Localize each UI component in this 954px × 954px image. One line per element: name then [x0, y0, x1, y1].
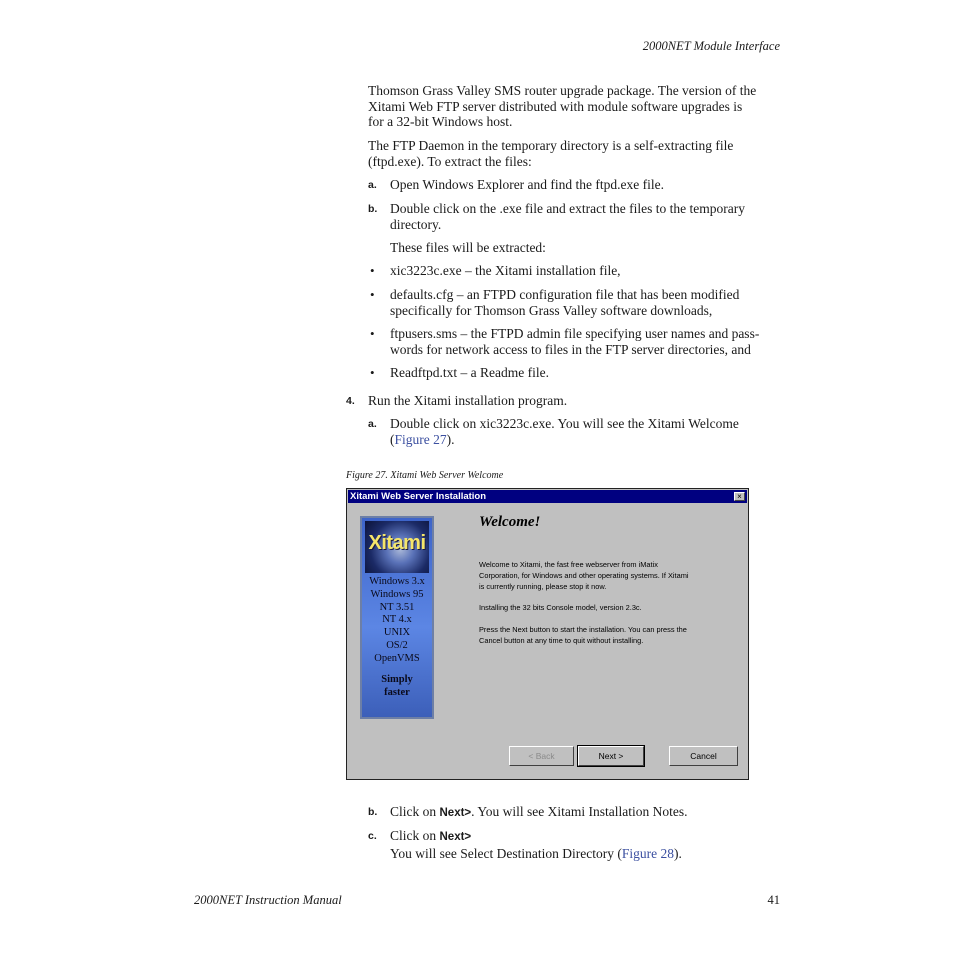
text-line: Press the Next button to start the installation. You can press the [479, 625, 687, 634]
step-label: c. [368, 830, 377, 842]
bullet-icon: • [370, 287, 375, 302]
text-run: Click on [390, 828, 440, 843]
logo-text: Xitami [368, 532, 426, 554]
text-line: specifically for Thomson Grass Valley software downloads, [390, 302, 713, 318]
os-item: NT 4.x [382, 614, 412, 626]
text-line [390, 846, 682, 862]
os-list [362, 576, 432, 666]
dialog-title-bar [348, 490, 747, 503]
welcome-heading: Welcome! [479, 514, 541, 530]
os-item: Windows 95 [370, 588, 424, 600]
text-line: Double click on xic3223c.exe. You will see the Xitami Welcome [390, 416, 739, 431]
os-item: OpenVMS [374, 652, 420, 664]
tagline-line: faster [384, 686, 410, 698]
tagline-line: Simply [381, 674, 413, 685]
close-icon[interactable]: × [734, 492, 745, 501]
text-line: (ftpd.exe). To extract the files: [368, 153, 532, 169]
step-label: b. [368, 203, 378, 215]
step-4c-text [390, 828, 682, 861]
text-line: directory. [390, 216, 442, 232]
dialog-title: Xitami Web Server Installation [350, 491, 487, 502]
instructions-paragraph [479, 624, 741, 646]
step-a-text: Open Windows Explorer and find the ftpd.exe file. [390, 177, 665, 192]
step-b-text [390, 201, 745, 232]
text-line: for a 32-bit Windows host. [368, 114, 513, 129]
globe-logo-icon [365, 521, 429, 573]
text-line: Readftpd.txt – a Readme file. [390, 365, 549, 380]
xitami-installer-dialog [346, 488, 749, 780]
text-run: Click on [390, 804, 440, 819]
step-label: a. [368, 418, 377, 430]
step-4-text: Run the Xitami installation program. [368, 393, 568, 408]
list-item [390, 365, 549, 381]
version-paragraph [479, 602, 741, 613]
os-item: NT 3.51 [379, 601, 415, 613]
step-label: b. [368, 806, 378, 818]
figure-caption: Figure 27. Xitami Web Server Welcome [346, 470, 504, 481]
step-number: 4. [346, 395, 355, 407]
text-line [390, 828, 682, 846]
next-button[interactable]: Next > [578, 746, 644, 766]
running-header: 2000NET Module Interface [642, 39, 780, 53]
text-line: Cancel button at any time to quit without installing. [479, 636, 644, 645]
text-line: The FTP Daemon in the temporary directory is a self-extracting file [368, 138, 734, 153]
paren: ). [446, 431, 455, 447]
bullet-icon: • [370, 263, 375, 278]
footer-manual-title: 2000NET Instruction Manual [194, 893, 342, 907]
paragraph-ftp-daemon [368, 138, 733, 169]
text-line: ftpusers.sms – the FTPD admin file specifying user names and pass- [390, 326, 760, 341]
text-line [390, 432, 739, 448]
text-run: . You will see Xitami Installation Notes. [471, 804, 688, 819]
list-item [390, 326, 759, 357]
extracted-intro: These files will be extracted: [390, 240, 546, 255]
text-line: Double click on the .exe file and extract the files to the temporary [390, 201, 745, 216]
text-line: xic3223c.exe – the Xitami installation file, [390, 263, 621, 278]
list-item [390, 287, 739, 318]
step-label: a. [368, 179, 377, 191]
side-banner [360, 516, 434, 719]
page-number: 41 [767, 893, 780, 907]
step-4a-text [390, 416, 739, 447]
step-4b-text [390, 804, 688, 822]
text-line: Corporation, for Windows and other operating systems. If Xitami [479, 571, 689, 580]
paragraph-intro [368, 83, 756, 130]
text-line: Installing the 32 bits Console model, version 2.3c. [479, 603, 642, 612]
bullet-icon: • [370, 326, 375, 341]
figure-27-link[interactable]: Figure 27 [394, 431, 447, 447]
tagline [362, 674, 432, 699]
list-item [390, 263, 621, 279]
text-line: defaults.cfg – an FTPD configuration file that has been modified [390, 287, 740, 302]
text-line: Xitami Web FTP server distributed with module software upgrades is [368, 98, 743, 114]
paren: ( [390, 431, 395, 447]
os-item: UNIX [383, 627, 411, 639]
os-item: OS/2 [386, 639, 408, 651]
figure-28-link[interactable]: Figure 28 [621, 845, 674, 861]
text-line: is currently running, please stop it now. [479, 582, 607, 591]
text-line: words for network access to files in the FTP server directories, and [390, 341, 751, 357]
welcome-paragraph [479, 559, 741, 592]
cancel-button[interactable]: Cancel [669, 746, 738, 766]
text-line: Welcome to Xitami, the fast free webserver from iMatix [479, 560, 658, 569]
os-item: Windows 3.x [369, 576, 425, 587]
next-button-ref: Next> [439, 807, 472, 819]
text-line: Thomson Grass Valley SMS router upgrade package. The version of the [368, 83, 757, 98]
back-button[interactable]: < Back [509, 746, 574, 766]
next-button-ref: Next> [439, 831, 472, 843]
bullet-icon: • [370, 365, 375, 380]
text-run: ). [673, 845, 682, 861]
text-run: You will see Select Destination Directory ( [390, 845, 622, 861]
